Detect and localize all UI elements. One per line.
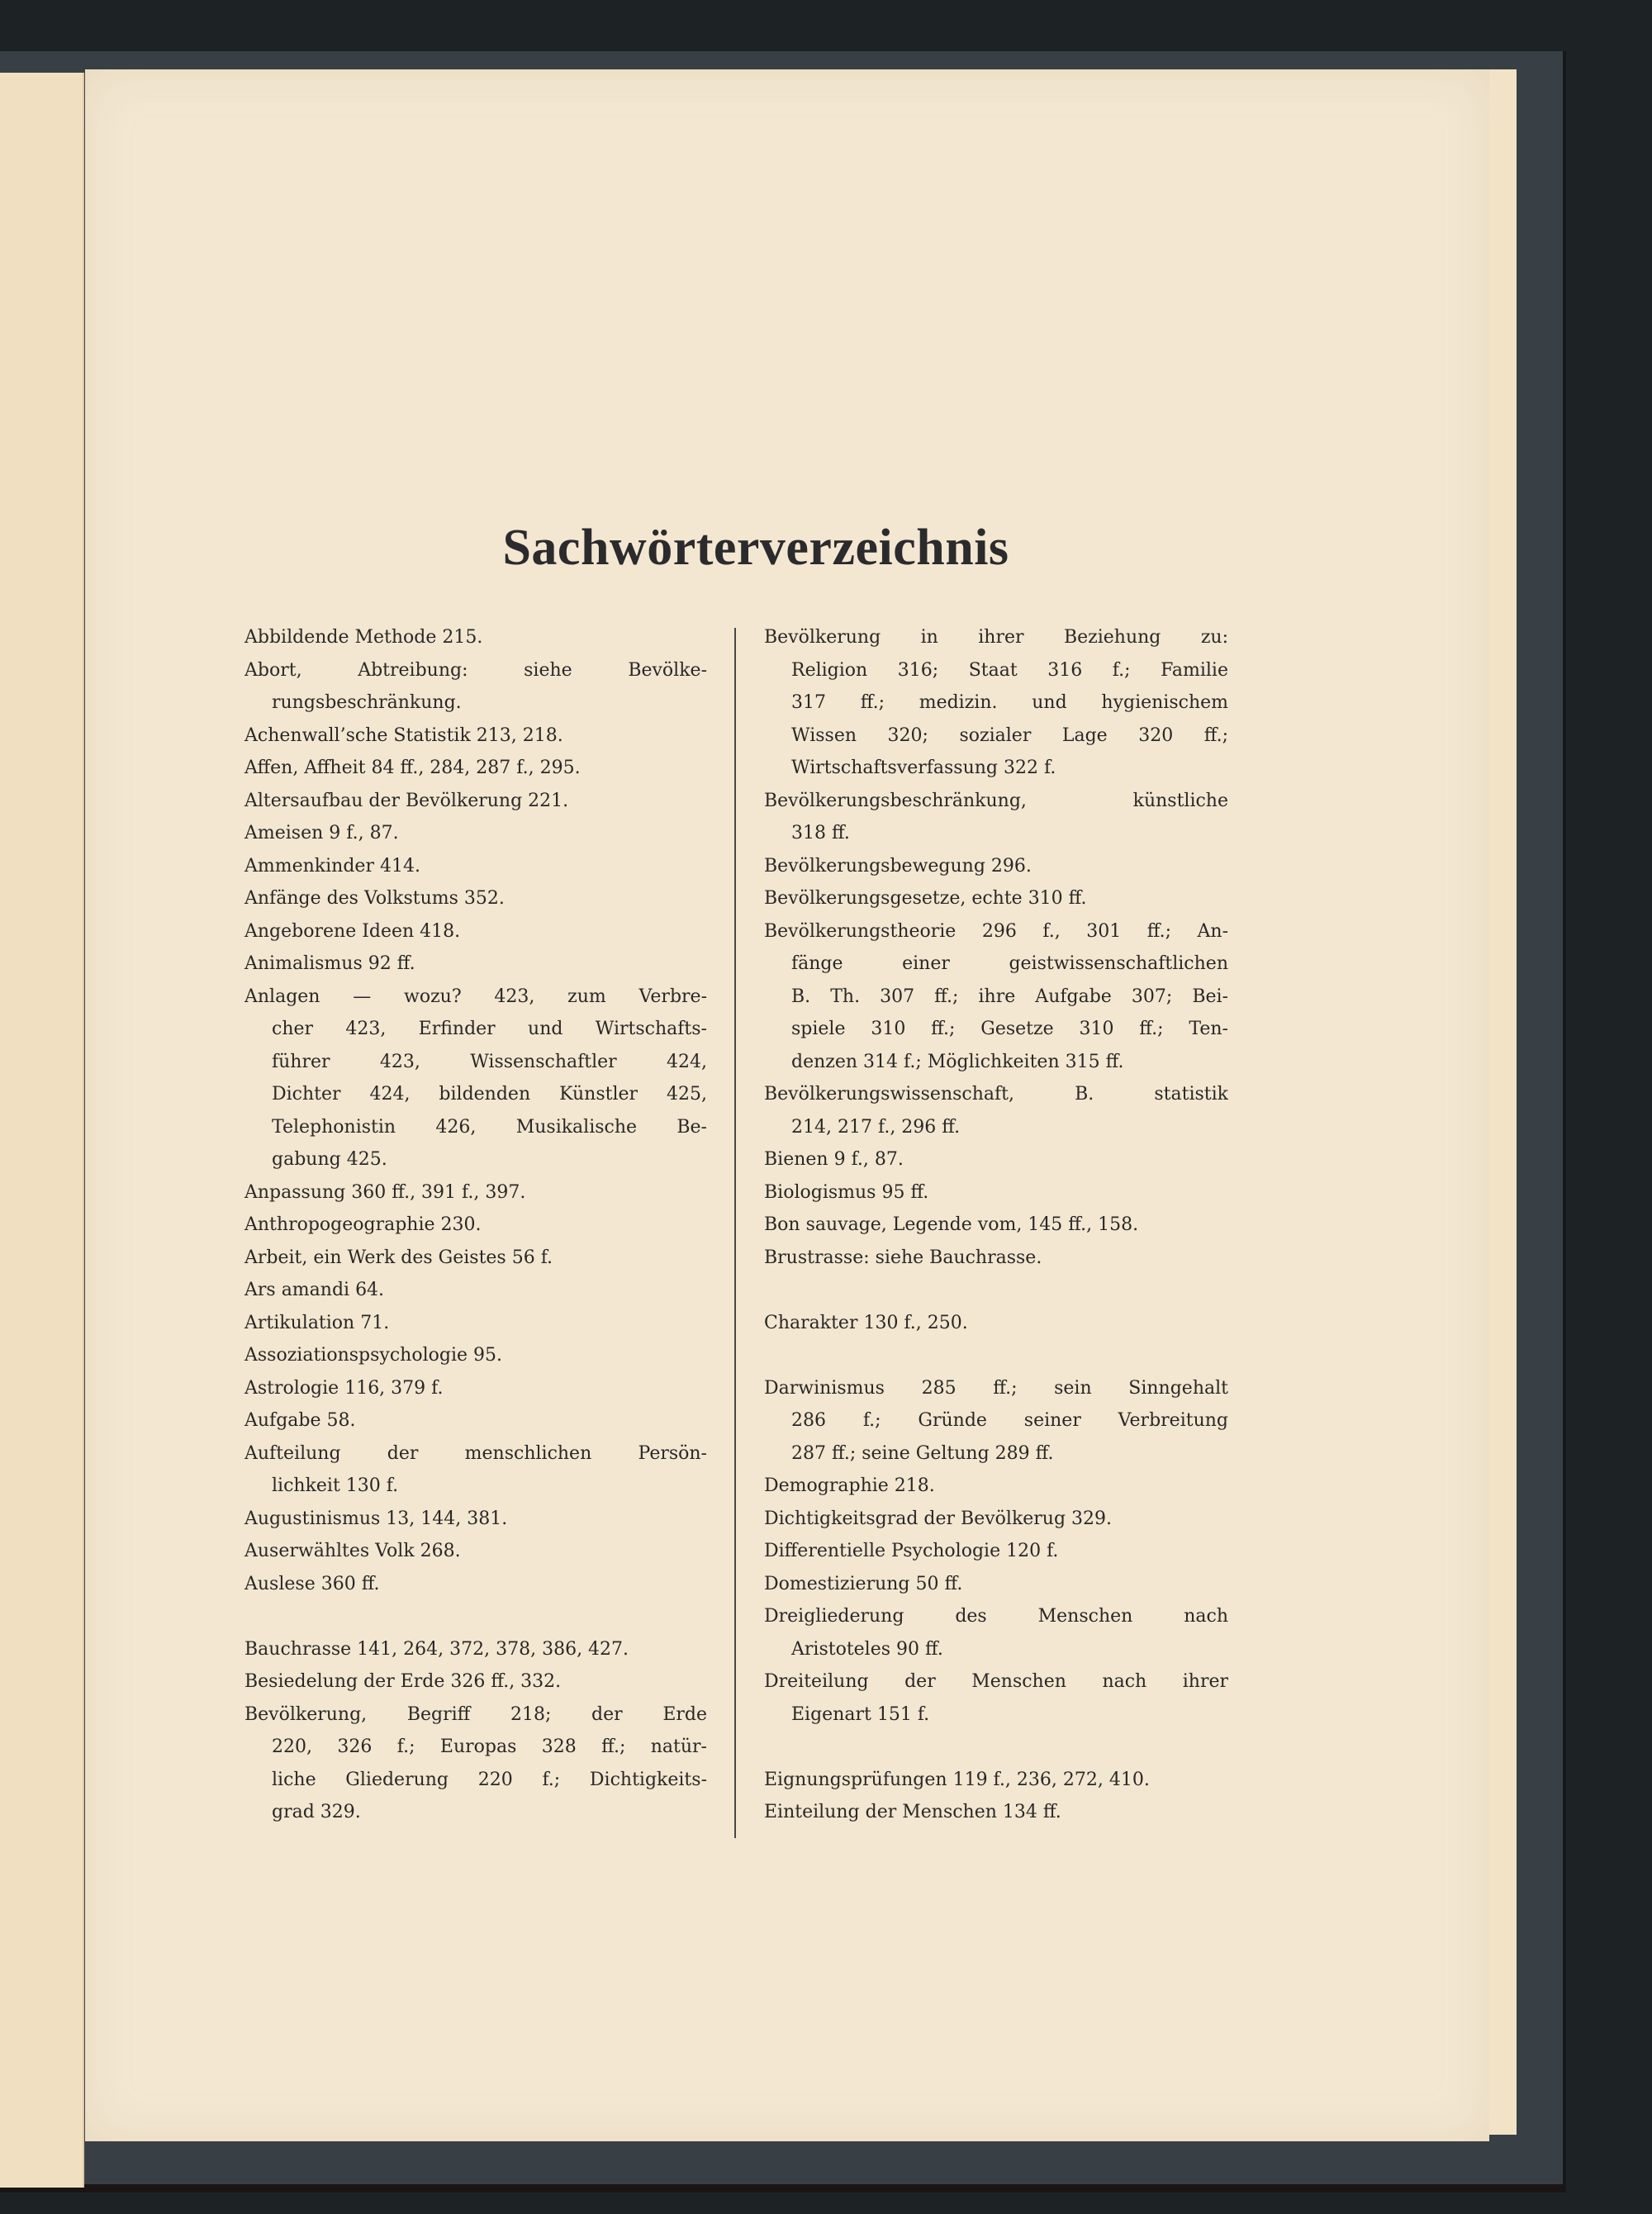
index-entry [244,1307,707,1340]
index-entry [764,1503,1228,1536]
index-entry-line: Differentielle Psychologie 120 f. [764,1541,1059,1561]
index-entry-line: Bon sauvage, Legende vom, 145 ff., 158. [764,1214,1139,1235]
page-edges [1487,69,1517,2135]
index-entry [244,1699,707,1829]
index-entry-line: Abort, Abtreibung: siehe Bevölke- [244,659,707,681]
index-entry-line: Angeborene Ideen 418. [244,920,461,942]
index-entry [764,850,1228,883]
index-entry [244,1665,707,1699]
index-entry [244,915,707,948]
index-entry [244,1242,707,1275]
index-entry-line: Charakter 130 f., 250. [764,1312,968,1333]
index-entry-line: Eignungsprüfungen 119 f., 236, 272, 410. [764,1769,1150,1790]
index-entry-continuation: 317 ff.; medizin. und hygienischem [791,692,1228,713]
index-entry-continuation: fänge einer geistwissenschaftlichen [791,953,1228,974]
index-entry-continuation: gabung 425. [272,1149,387,1170]
index-entry [764,1307,1228,1340]
index-entry-continuation: cher 423, Erfinder und Wirtschafts- [272,1019,707,1039]
index-column-right [764,621,1228,1829]
index-entry [244,752,707,785]
index-entry-line: Dichtigkeitsgrad der Bevölkerug 329. [764,1508,1113,1529]
index-entry [764,882,1228,915]
index-entry-continuation: Religion 316; Staat 316 f.; Familie [791,659,1228,681]
index-entry-line: Arbeit, ein Werk des Geistes 56 f. [244,1247,553,1268]
index-entry [244,654,707,720]
column-divider [734,628,736,1838]
index-entry-line: Auslese 360 ff. [244,1573,380,1594]
index-entry-continuation: B. Th. 307 ff.; ihre Aufgabe 307; Bei- [791,986,1228,1007]
index-entry [244,817,707,850]
index-entry-continuation: Wissen 320; sozialer Lage 320 ff.; [791,725,1228,746]
index-entry-continuation: denzen 314 f.; Möglichkeiten 315 ff. [791,1051,1124,1072]
index-entry-line: Biologismus 95 ff. [764,1181,929,1203]
index-entry [244,850,707,883]
index-entry [764,1796,1228,1829]
index-entry [244,1176,707,1209]
index-entry-line: Anlagen — wozu? 423, zum Verbre- [244,986,707,1007]
index-entry [244,1372,707,1405]
index-entry [764,1078,1228,1143]
index-entry [764,1568,1228,1601]
letter-group-gap [764,1339,1228,1372]
left-page-edge [0,73,84,2188]
index-entry [764,785,1228,850]
index-entry-line: Ammenkinder 414. [244,855,420,877]
index-entry-continuation: grad 329. [272,1802,361,1822]
letter-group-gap [244,1600,707,1633]
index-entry-continuation: Telephonistin 426, Musikalische Be- [272,1116,707,1138]
index-entry [244,948,707,981]
index-entry-continuation: Wirtschaftsverfassung 322 f. [791,758,1056,778]
index-entry [244,1568,707,1601]
index-entry-line: Ameisen 9 f., 87. [244,823,399,843]
index-entry-line: Brustrasse: siehe Bauchrasse. [764,1247,1042,1268]
index-entry [764,1143,1228,1176]
index-entry-line: Dreigliederung des Menschen nach [764,1606,1228,1627]
index-entry-continuation: 318 ff. [791,823,850,843]
index-entry-line: Achenwall’sche Statistik 213, 218. [244,725,563,746]
index-entry [244,882,707,915]
page-title: Sachwörterverzeichnis [502,520,1009,576]
index-entry [764,1372,1228,1470]
index-entry-line: Bienen 9 f., 87. [764,1149,904,1170]
index-entry-continuation: lichkeit 130 f. [272,1475,399,1496]
index-entry [244,1209,707,1242]
index-entry-continuation: liche Gliederung 220 f.; Dichtigkeits- [272,1769,707,1790]
index-entry-line: Assoziationspsychologie 95. [244,1345,502,1366]
index-entry-line: Abbildende Methode 215. [244,627,483,648]
index-entry-continuation: Dichter 424, bildenden Künstler 425, [272,1084,707,1105]
letter-group-gap [764,1731,1228,1764]
index-entry-continuation: rungsbeschränkung. [272,692,462,713]
index-entry-line: Einteilung der Menschen 134 ff. [764,1802,1061,1822]
letter-group-gap [764,1274,1228,1307]
index-entry-continuation: Eigenart 151 f. [791,1703,930,1725]
index-entry [244,1633,707,1666]
index-entry-line: Aufgabe 58. [244,1410,356,1431]
index-entry [764,1764,1228,1797]
index-entry [244,981,707,1176]
index-entry [764,1176,1228,1209]
index-entry-continuation: 220, 326 f.; Europas 328 ff.; natür- [272,1737,707,1757]
index-entry [244,1339,707,1372]
index-entry [244,1503,707,1536]
index-entry-line: Anfänge des Volkstums 352. [244,888,505,909]
index-entry-line: Bauchrasse 141, 264, 372, 378, 386, 427. [244,1638,629,1660]
index-entry-continuation: 287 ff.; seine Geltung 289 ff. [791,1442,1054,1464]
index-entry-continuation: spiele 310 ff.; Gesetze 310 ff.; Ten- [791,1019,1228,1039]
index-entry-line: Affen, Affheit 84 ff., 284, 287 f., 295. [244,758,581,778]
index-entry [764,915,1228,1079]
index-entry-line: Domestizierung 50 ff. [764,1573,963,1594]
index-entry-line: Bevölkerung in ihrer Beziehung zu: [764,627,1228,648]
index-entry [764,1665,1228,1731]
index-entry-continuation: Aristoteles 90 ff. [791,1638,943,1660]
index-entry-line: Ars amandi 64. [244,1280,385,1300]
index-entry [244,621,707,654]
index-column-left [244,621,707,1829]
index-entry-continuation: 214, 217 f., 296 ff. [791,1116,961,1138]
index-entry [244,1437,707,1503]
index-entry [244,1274,707,1307]
index-entry-line: Aufteilung der menschlichen Persön- [244,1442,707,1464]
index-entry-line: Altersaufbau der Bevölkerung 221. [244,790,569,811]
index-entry-line: Anthropogeographie 230. [244,1214,482,1235]
index-entry-line: Bevölkerungsbeschränkung, künstliche [764,790,1228,811]
index-entry-continuation: führer 423, Wissenschaftler 424, [272,1051,707,1072]
index-entry-line: Astrologie 116, 379 f. [244,1377,444,1399]
index-entry-line: Auserwähltes Volk 268. [244,1541,461,1561]
index-entry-line: Artikulation 71. [244,1312,390,1333]
index-entry-continuation: 286 f.; Gründe seiner Verbreitung [791,1410,1228,1431]
index-entry [764,1242,1228,1275]
index-entry [764,621,1228,785]
index-entry-line: Demographie 218. [764,1475,935,1496]
index-entry [764,1535,1228,1568]
index-entry-line: Dreiteilung der Menschen nach ihrer [764,1671,1228,1692]
index-entry-line: Bevölkerungsgesetze, echte 310 ff. [764,888,1087,909]
index-entry [244,1404,707,1437]
index-entry-line: Bevölkerungstheorie 296 f., 301 ff.; An- [764,920,1228,942]
index-entry [244,720,707,753]
index-entry-line: Animalismus 92 ff. [244,953,415,974]
index-entry-line: Augustinismus 13, 144, 381. [244,1508,508,1529]
index-entry-line: Darwinismus 285 ff.; sein Sinngehalt [764,1377,1228,1399]
index-entry-line: Bevölkerungsbewegung 296. [764,855,1032,877]
index-entry-line: Anpassung 360 ff., 391 f., 397. [244,1181,526,1203]
index-entry-line: Bevölkerungswissenschaft, B. statistik [764,1084,1228,1105]
index-entry [244,1535,707,1568]
index-entry [244,785,707,818]
index-entry [764,1470,1228,1503]
index-entry [764,1600,1228,1665]
index-entry-line: Bevölkerung, Begriff 218; der Erde [244,1703,707,1725]
index-entry [764,1209,1228,1242]
index-entry-line: Besiedelung der Erde 326 ff., 332. [244,1671,562,1692]
